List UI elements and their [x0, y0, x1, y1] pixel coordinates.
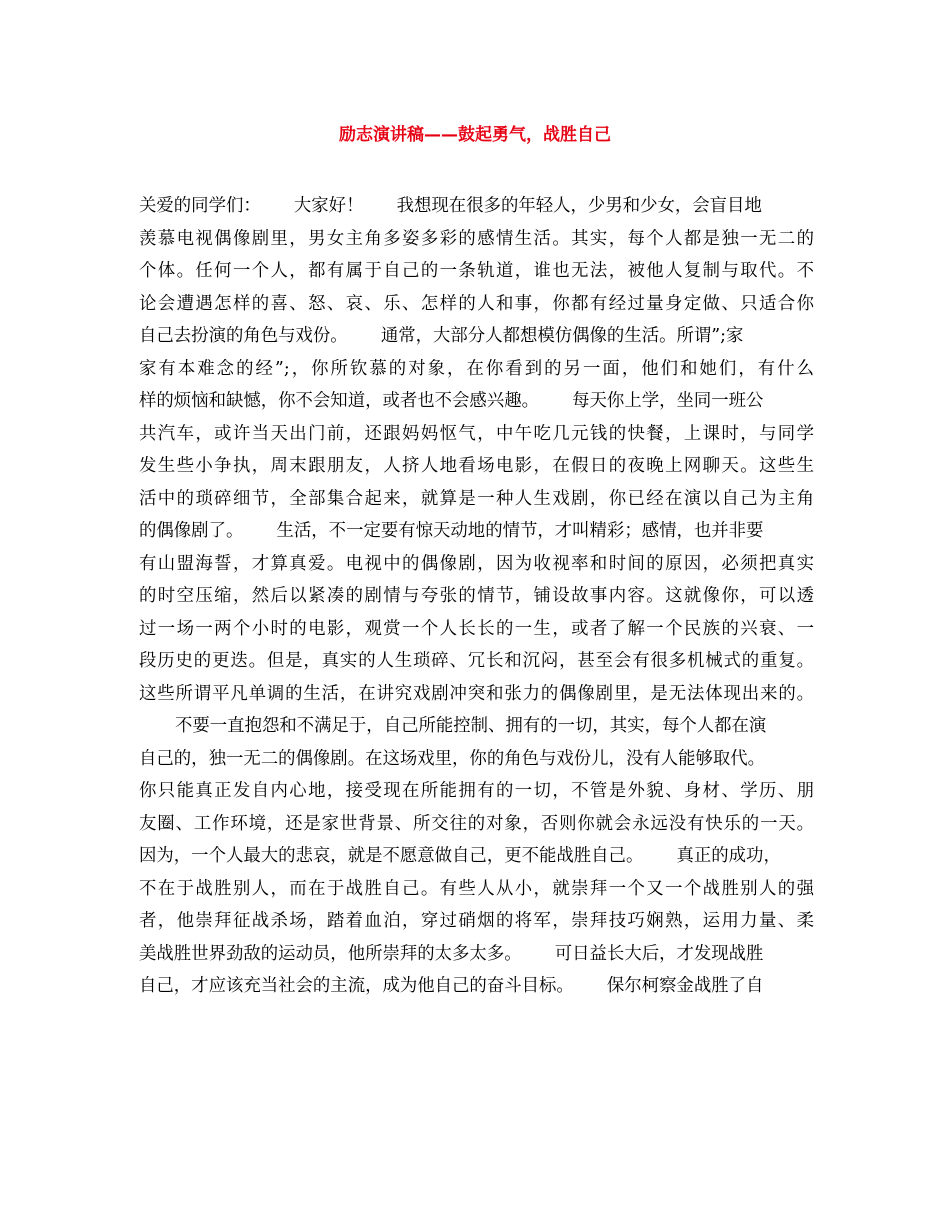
document-body [139, 190, 814, 1003]
body-line-14: 过一场一两个小时的电影，观赏一个人长长的一生，或者了解一个民族的兴衰、一 [139, 618, 814, 639]
body-line-5: 自己去扮演的角色与戏份。 通常，大部分人都想模仿偶像的生活。所谓”;家 [139, 326, 744, 346]
body-line-12: 有山盟海誓，才算真爱。电视中的偶像剧，因为收视率和时间的原因，必须把真实 [139, 553, 814, 574]
body-line-1: 关爱的同学们： 大家好！ 我想现在很多的年轻人，少男和少女，会盲目地 [139, 196, 762, 216]
body-line-4: 论会遭遇怎样的喜、怒、哀、乐、怎样的人和事，你都有经过量身定做、只适合你 [139, 293, 814, 314]
body-line-25: 自己，才应该充当社会的主流，成为他自己的奋斗目标。 保尔柯察金战胜了自 [139, 976, 764, 996]
body-line-13: 的时空压缩，然后以紧凑的剧情与夸张的情节，铺设故事内容。这就像你，可以透 [139, 586, 814, 606]
body-line-7: 样的烦恼和缺憾，你不会知道，或者也不会感兴趣。 每天你上学，坐同一班公 [139, 391, 764, 411]
document-title: 励志演讲稿——鼓起勇气，战胜自己 [339, 125, 611, 145]
body-line-23: 者，他崇拜征战杀场，踏着血泊，穿过硝烟的将军，崇拜技巧娴熟，运用力量、柔 [139, 911, 814, 931]
body-line-9: 发生些小争执，周末跟朋友，人挤人地看场电影，在假日的夜晚上网聊天。这些生 [139, 456, 814, 476]
body-line-15: 段历史的更迭。但是，真实的人生琐碎、冗长和沉闷，甚至会有很多机械式的重复。 [139, 651, 814, 671]
body-line-20: 友圈、工作环境，还是家世背景、所交往的对象，否则你就会永远没有快乐的一天。 [139, 813, 814, 834]
body-line-19: 你只能真正发自内心地，接受现在所能拥有的一切，不管是外貌、身材、学历、朋 [139, 781, 814, 801]
body-line-8: 共汽车，或许当天出门前，还跟妈妈怄气，中午吃几元钱的快餐，上课时，与同学 [139, 423, 814, 444]
body-line-24: 美战胜世界劲敌的运动员，他所崇拜的太多太多。 可日益长大后，才发现战胜 [139, 943, 764, 964]
body-line-3: 个体。任何一个人，都有属于自己的一条轨道，谁也无法，被他人复制与取代。不 [139, 261, 814, 281]
body-line-10: 活中的琐碎细节，全部集合起来，就算是一种人生戏剧，你已经在演以自己为主角 [139, 488, 814, 509]
body-line-11: 的偶像剧了。 生活，不一定要有惊天动地的情节，才叫精彩；感情，也并非要 [139, 521, 764, 541]
body-line-21: 因为，一个人最大的悲哀，就是不愿意做自己，更不能战胜自己。 真正的成功， [139, 846, 781, 866]
body-line-2: 羡慕电视偶像剧里，男女主角多姿多彩的感情生活。其实，每个人都是独一无二的 [139, 228, 814, 249]
body-line-16: 这些所谓平凡单调的生活，在讲究戏剧冲突和张力的偶像剧里，是无法体现出来的。 [139, 683, 814, 704]
body-line-6: 家有本难念的经”;，你所钦慕的对象，在你看到的另一面，他们和她们，有什么 [139, 358, 814, 379]
body-line-22: 不在于战胜别人，而在于战胜自己。有些人从小，就崇拜一个又一个战胜别人的强 [139, 878, 814, 899]
body-line-18: 自己的，独一无二的偶像剧。在这场戏里，你的角色与戏份儿，没有人能够取代。 [139, 748, 766, 769]
body-line-17: 不要一直抱怨和不满足于，自己所能控制、拥有的一切，其实，每个人都在演 [175, 716, 767, 736]
